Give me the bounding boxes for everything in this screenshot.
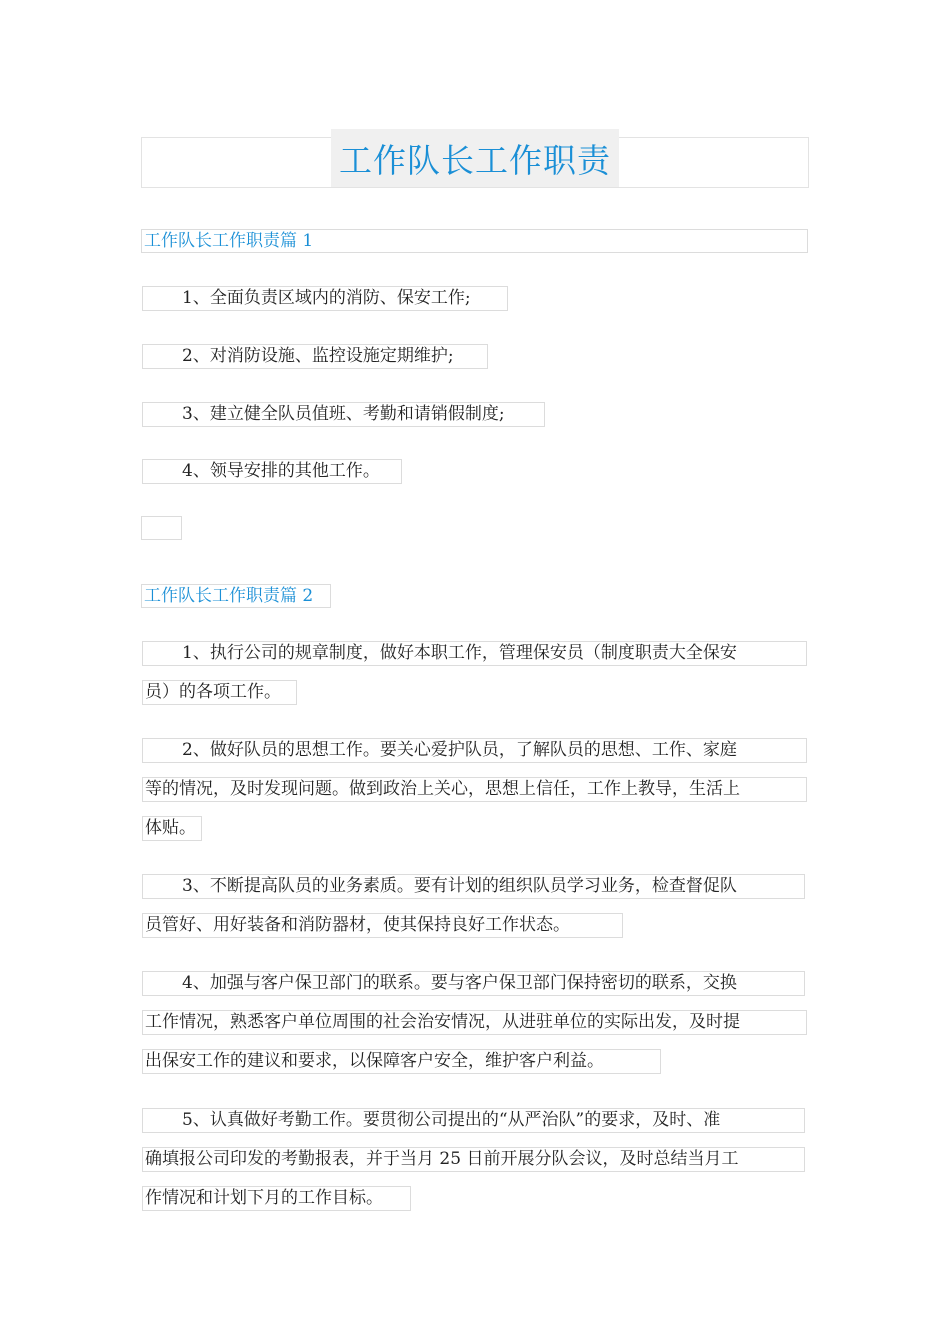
paragraph-line: 员）的各项工作。 xyxy=(143,673,807,712)
empty-paragraph-frame xyxy=(141,516,182,540)
paragraph-line: 3、建立健全队员值班、考勤和请销假制度; xyxy=(143,395,807,434)
paragraph-line: 1、全面负责区域内的消防、保安工作; xyxy=(143,279,807,318)
paragraph-line: 出保安工作的建议和要求，以保障客户安全，维护客户利益。 xyxy=(143,1042,807,1081)
paragraph-line: 工作情况，熟悉客户单位周围的社会治安情况，从进驻单位的实际出发，及时提 xyxy=(143,1003,807,1042)
section-2-paragraph-3 xyxy=(143,867,807,945)
section-2-heading: 工作队长工作职责篇 2 xyxy=(144,586,314,606)
paragraph-line: 作情况和计划下月的工作目标。 xyxy=(143,1179,807,1218)
paragraph-line: 体贴。 xyxy=(143,809,807,848)
paragraph-line: 2、做好队员的思想工作。要关心爱护队员，了解队员的思想、工作、家庭 xyxy=(143,731,807,770)
paragraph-line: 4、领导安排的其他工作。 xyxy=(143,452,807,491)
section-1-paragraph-3 xyxy=(143,395,807,434)
paragraph-line: 员管好、用好装备和消防器材，使其保持良好工作状态。 xyxy=(143,906,807,945)
paragraph-line: 3、不断提高队员的业务素质。要有计划的组织队员学习业务，检查督促队 xyxy=(143,867,807,906)
page-title: 工作队长工作职责 xyxy=(339,140,611,180)
paragraph-line: 4、加强与客户保卫部门的联系。要与客户保卫部门保持密切的联系，交换 xyxy=(143,964,807,1003)
section-1-paragraph-2 xyxy=(143,337,807,376)
section-2-paragraph-2 xyxy=(143,731,807,848)
section-1-paragraph-4 xyxy=(143,452,807,491)
paragraph-line: 等的情况，及时发现问题。做到政治上关心，思想上信任，工作上教导，生活上 xyxy=(143,770,807,809)
section-2-paragraph-1 xyxy=(143,634,807,712)
paragraph-line: 确填报公司印发的考勤报表，并于当月 25 日前开展分队会议，及时总结当月工 xyxy=(143,1140,807,1179)
section-2-paragraph-4 xyxy=(143,964,807,1081)
section-1-heading: 工作队长工作职责篇 1 xyxy=(144,231,314,251)
paragraph-line: 5、认真做好考勤工作。要贯彻公司提出的“从严治队”的要求，及时、准 xyxy=(143,1101,807,1140)
section-1-paragraph-1 xyxy=(143,279,807,318)
paragraph-line: 1、执行公司的规章制度，做好本职工作，管理保安员（制度职责大全保安 xyxy=(143,634,807,673)
section-2-paragraph-5 xyxy=(143,1101,807,1218)
paragraph-line: 2、对消防设施、监控设施定期维护; xyxy=(143,337,807,376)
title-highlight xyxy=(331,129,619,187)
